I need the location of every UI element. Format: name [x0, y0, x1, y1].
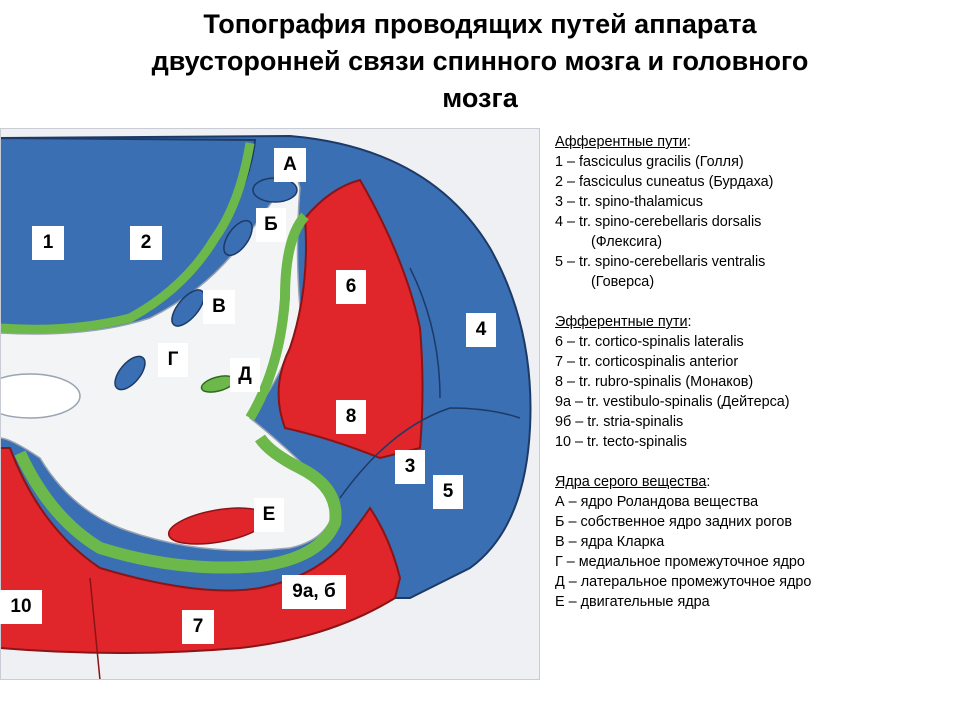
label-tract-4: 4: [466, 313, 496, 347]
legend-item: Б – собственное ядро задних рогов: [555, 514, 793, 530]
label-tract-10: 10: [0, 590, 42, 624]
label-nucleus-e: Е: [254, 498, 284, 532]
legend-afferent-title: Афферентные пути: [555, 134, 687, 150]
label-tract-7: 7: [182, 610, 214, 644]
legend-item: Е – двигательные ядра: [555, 594, 710, 610]
slide-title: [60, 6, 900, 117]
legend: [555, 132, 955, 612]
spinal-cord-diagram: [0, 128, 540, 680]
legend-item: 7 – tr. corticospinalis anterior: [555, 354, 739, 370]
legend-efferent-title: Эфферентные пути: [555, 314, 688, 330]
legend-item: 10 – tr. tecto-spinalis: [555, 434, 687, 450]
legend-nuclei-colon: :: [706, 474, 711, 490]
legend-item: Д – латеральное промежуточное ядро: [555, 574, 812, 590]
legend-efferent-colon: :: [687, 314, 692, 330]
title-line-3: мозга: [442, 83, 518, 113]
legend-item: 5 – tr. spino-cerebellaris ventralis: [555, 254, 766, 270]
legend-item: 9б – tr. stria-spinalis: [555, 414, 684, 430]
legend-efferent-heading: [555, 312, 955, 332]
legend-item: 4 – tr. spino-cerebellaris dorsalis: [555, 214, 762, 230]
title-line-2: двусторонней связи спинного мозга и головного: [151, 46, 809, 76]
label-nucleus-v: В: [203, 290, 235, 324]
label-tract-2: 2: [130, 226, 162, 260]
label-tract-8: 8: [336, 400, 366, 434]
legend-item: 9а – tr. vestibulo-spinalis (Дейтерса): [555, 394, 790, 410]
label-tract-9: 9а, б: [282, 575, 346, 609]
legend-item: В – ядра Кларка: [555, 534, 665, 550]
legend-afferent-colon: :: [686, 134, 691, 150]
label-tract-1: 1: [32, 226, 64, 260]
label-tract-5: 5: [433, 475, 463, 509]
legend-item: 3 – tr. spino-thalamicus: [555, 194, 703, 210]
label-nucleus-d: Д: [230, 358, 260, 392]
legend-item: А – ядро Роландова вещества: [555, 494, 759, 510]
legend-nuclei-heading: [555, 472, 955, 492]
label-tract-3: 3: [395, 450, 425, 484]
label-tract-6: 6: [336, 270, 366, 304]
legend-spacer: [555, 292, 955, 312]
label-nucleus-b: Б: [256, 208, 286, 242]
label-nucleus-g: Г: [158, 343, 188, 377]
legend-spacer: [555, 452, 955, 472]
legend-afferent-heading: [555, 132, 955, 152]
legend-item: 2 – fasciculus cuneatus (Бурдаха): [555, 174, 774, 190]
legend-item: Г – медиальное промежуточное ядро: [555, 554, 805, 570]
legend-item: 6 – tr. cortico-spinalis lateralis: [555, 334, 744, 350]
legend-nuclei-title: Ядра серого вещества: [555, 474, 707, 490]
legend-item: (Флексига): [591, 234, 663, 250]
title-line-1: Топография проводящих путей аппарата: [203, 9, 757, 39]
label-nucleus-a: А: [274, 148, 306, 182]
legend-item: 8 – tr. rubro-spinalis (Монаков): [555, 374, 754, 390]
legend-item: 1 – fasciculus gracilis (Голля): [555, 154, 744, 170]
legend-item: (Говерса): [591, 274, 655, 290]
